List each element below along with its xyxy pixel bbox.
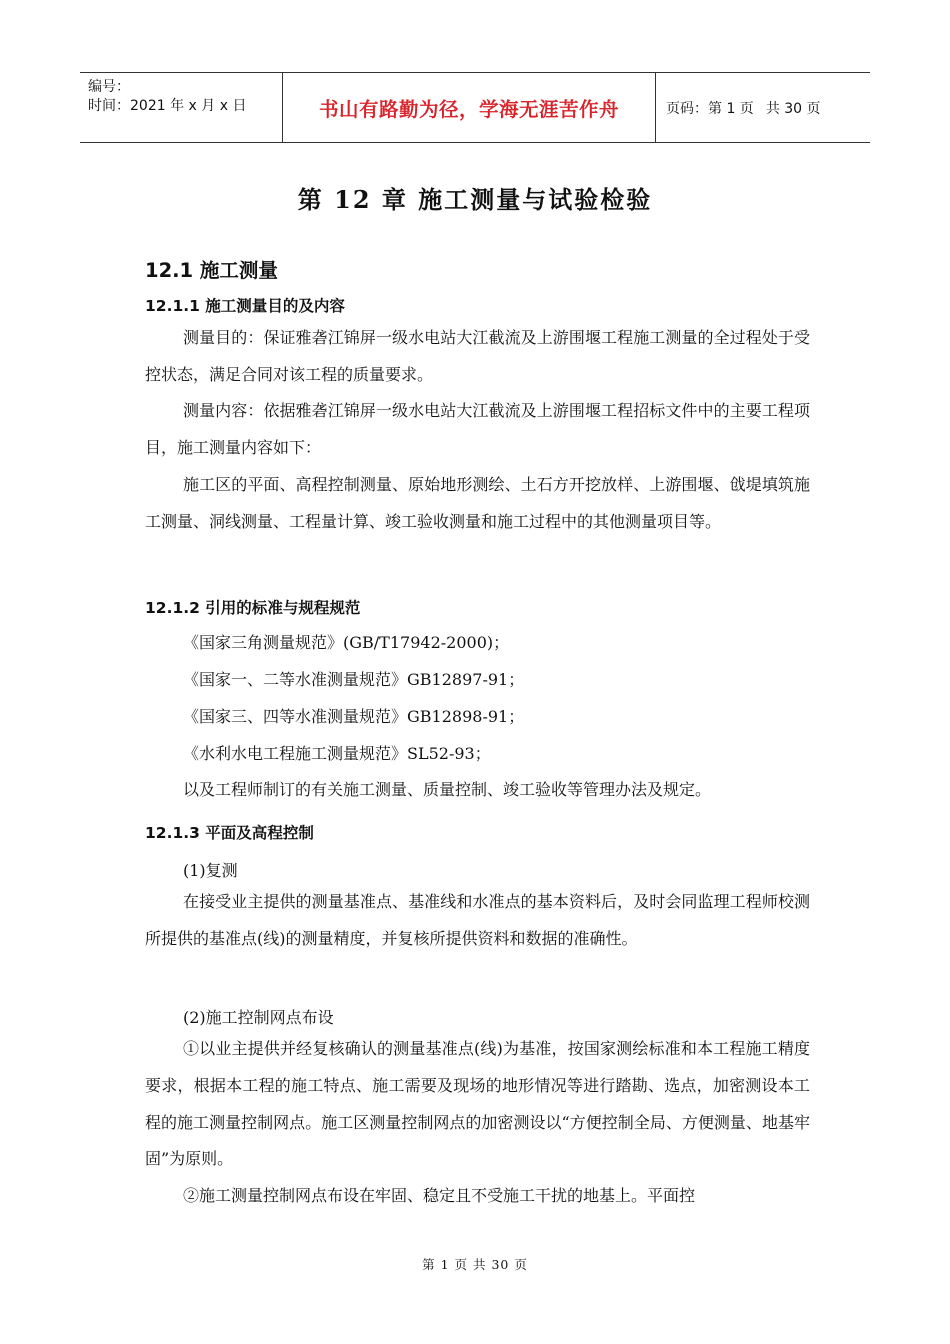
header-page-info [656, 73, 870, 142]
header-total: 共 30 页 [765, 100, 821, 117]
subsection-heading-1: 12.1.1 施工测量目的及内容 [145, 297, 345, 315]
standard-item: 《国家一、二等水准测量规范》GB12897-91； [183, 670, 525, 689]
chapter-title: 第 12 章 施工测量与试验检验 [297, 185, 653, 214]
document-header [80, 72, 870, 143]
standard-item: 《国家三角测量规范》(GB/T17942-2000)； [183, 633, 510, 652]
paragraph-scope: 施工区的平面、高程控制测量、原始地形测绘、土石方开挖放样、上游围堰、戗堤填筑施工测量、洞线测量、工程量计算、竣工验收测量和施工过程中的其他测量项目等。 [145, 475, 810, 531]
standard-item: 《水利水电工程施工测量规范》SL52-93； [183, 744, 491, 763]
paragraph-control-network: ①以业主提供并经复核确认的测量基准点(线)为基准，按国家测绘标准和本工程施工精度要求，根据本工程的施工特点、施工需要及现场的地形情况等进行踏勘、选点，加密测设本工程的施工测量控制网点。施工区测量控制网点的加密测设以“方便控制全局、方便测量、地基牢固”为原则。 [145, 1039, 810, 1169]
subsection-heading-3: 12.1.3 平面及高程控制 [145, 824, 314, 842]
header-meta [80, 73, 283, 142]
paragraph-recheck: 在接受业主提供的测量基准点、基准线和水准点的基本资料后，及时会同监理工程师校测所提供的基准点(线)的测量精度，并复核所提供资料和数据的准确性。 [145, 892, 810, 948]
header-number: 编号： [88, 79, 130, 95]
subsection-heading-2: 12.1.2 引用的标准与规程规范 [145, 599, 361, 617]
paragraph-content: 测量内容：依据雅砻江锦屏一级水电站大江截流及上游围堰工程招标文件中的主要工程项目，施工测量内容如下： [145, 401, 810, 457]
paragraph-control-points: ②施工测量控制网点布设在牢固、稳定且不受施工干扰的地基上。平面控 [183, 1186, 696, 1205]
standard-item: 《国家三、四等水准测量规范》GB12898-91； [183, 707, 525, 726]
header-motto: 书山有路勤为径，学海无涯苦作舟 [283, 73, 656, 142]
header-page: 页码：第 1 页 [666, 100, 754, 117]
subitem-label: (2)施工控制网点布设 [183, 1008, 334, 1027]
subitem-label: (1)复测 [183, 861, 238, 880]
paragraph-purpose: 测量目的：保证雅砻江锦屏一级水电站大江截流及上游围堰工程施工测量的全过程处于受控状态，满足合同对该工程的质量要求。 [145, 328, 810, 384]
standard-item: 以及工程师制订的有关施工测量、质量控制、竣工验收等管理办法及规定。 [183, 780, 712, 799]
header-time: 时间：2021 年 x 月 x 日 [88, 98, 247, 114]
page-footer: 第 1 页 共 30 页 [422, 1257, 528, 1272]
section-heading: 12.1 施工测量 [145, 259, 278, 282]
